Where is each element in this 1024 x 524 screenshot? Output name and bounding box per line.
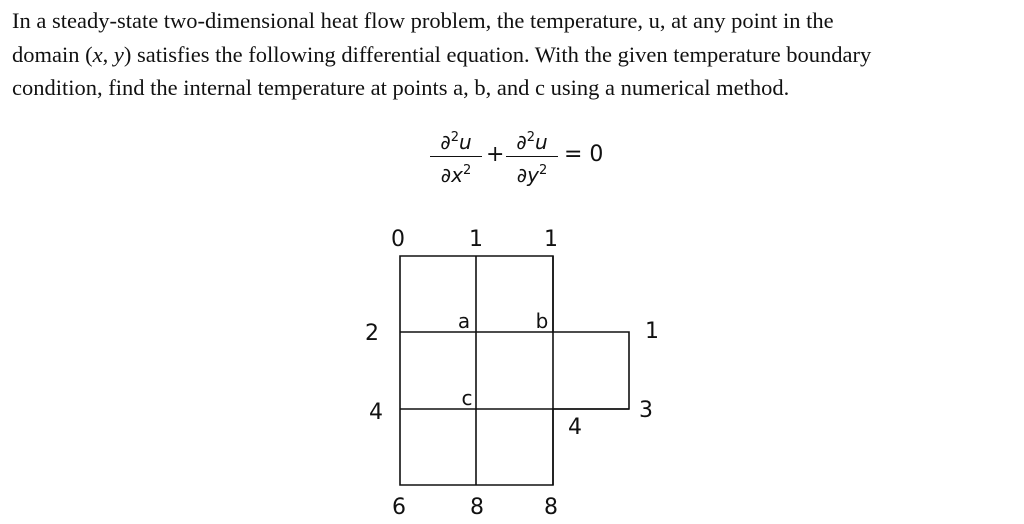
var-y: y bbox=[113, 41, 124, 67]
boundary-bottom-mid: 8 bbox=[470, 495, 484, 520]
equals-zero: = 0 bbox=[564, 142, 604, 167]
fraction-1-numerator: ∂$^2$u bbox=[440, 130, 472, 154]
domain-outline bbox=[400, 256, 629, 485]
problem-line-2-mid: , bbox=[102, 41, 114, 67]
point-b-label: b bbox=[535, 309, 549, 333]
boundary-bottom-step: 4 bbox=[568, 415, 582, 440]
boundary-top-right: 1 bbox=[544, 227, 558, 252]
boundary-right-upper: 1 bbox=[645, 319, 659, 344]
point-a-label: a bbox=[457, 309, 471, 333]
point-c-label: c bbox=[461, 386, 473, 410]
problem-line-3: condition, find the internal temperature at points a, b, and c using a numerical method. bbox=[12, 75, 790, 100]
boundary-bottom-left: 6 bbox=[392, 495, 406, 520]
boundary-bottom-right: 8 bbox=[544, 495, 558, 520]
boundary-top-left: 0 bbox=[391, 227, 405, 252]
boundary-left-upper: 2 bbox=[365, 321, 379, 346]
var-x: x bbox=[92, 41, 103, 67]
problem-line-2-pre: domain ( bbox=[12, 41, 93, 67]
boundary-top-mid: 1 bbox=[469, 227, 483, 252]
boundary-left-lower: 4 bbox=[369, 400, 383, 425]
problem-line-1: In a steady-state two-dimensional heat flow problem, the temperature, u, at any point in the bbox=[12, 8, 834, 33]
fraction-2-denominator: $\partial y^2$ bbox=[516, 163, 548, 187]
fraction-2-numerator: ∂$^2$u bbox=[516, 130, 548, 154]
problem-line-2-post: ) satisfies the following differential equation. With the given temperature boundary bbox=[123, 41, 872, 67]
fraction-1-denominator: $\partial x^2$ bbox=[440, 163, 472, 187]
grid-lines bbox=[400, 256, 629, 485]
boundary-right-lower: 3 bbox=[639, 398, 653, 423]
plus-sign: + bbox=[486, 142, 505, 167]
